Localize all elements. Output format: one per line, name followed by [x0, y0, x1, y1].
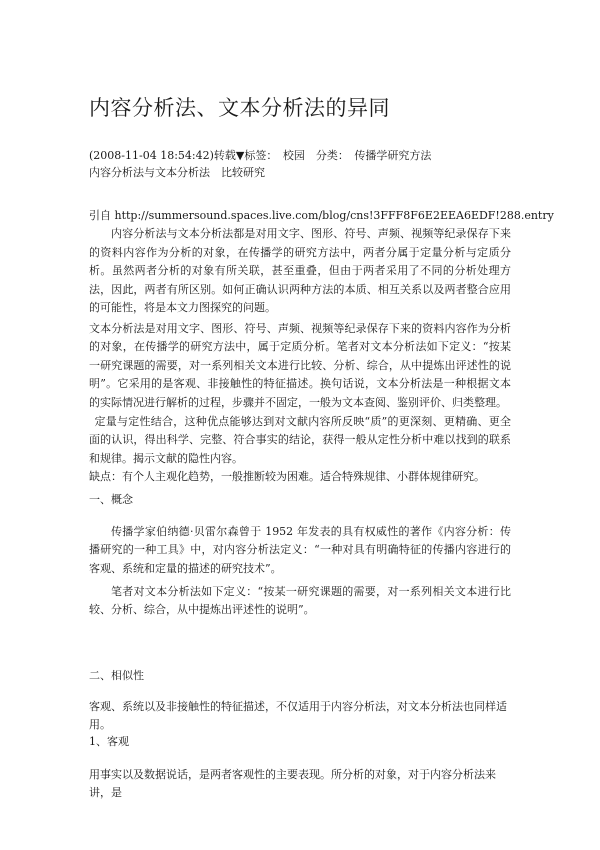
- text-analysis-paragraph: 文本分析法是对用文字、图形、符号、声频、视频等纪录保存下来的资料内容作为分析的对象，在传播学的研究方法中，属于定质分析。笔者对文本分析法如下定义：“按某一研究课题的需要，对一系列相关文本进行比较、分析、综合，从中提炼出评述性的说明”。它采用的是客观、非接触性的特征描述。换句话说，文本分析法是一种根据文本的实际情况进行解析的过程，步骤并不固定，一般为文本查阅、鉴别评价、归类整理。: [89, 322, 511, 409]
- meta-line: (2008-11-04 18:54:42)转载▼标签： 校园 分类： 传播学研究方法: [89, 149, 432, 162]
- section1-block-2: [89, 583, 511, 620]
- text-analysis-block: [89, 320, 511, 412]
- section2-paragraph: 客观、系统以及非接触性的特征描述，不仅适用于内容分析法，对文本分析法也同样适用。: [89, 700, 507, 732]
- meta-tags-line: 内容分析法与文本分析法 比较研究: [89, 166, 265, 179]
- post-meta: [89, 147, 431, 181]
- section1-paragraph-2: 笔者对文本分析法如下定义：“按某一研究课题的需要，对一系列相关文本进行比较、分析、综合，从中提炼出评述性的说明”。: [89, 585, 511, 617]
- section2-heading: 二、相似性: [89, 669, 144, 682]
- drawback-paragraph: 缺点：有个人主观化趋势，一般推断较为困难。适合特殊规律、小群体规律研究。: [89, 470, 485, 484]
- subsection1-paragraph: 用事实以及数据说话，是两者客观性的主要表现。所分析的对象，对于内容分析法来讲，是: [89, 768, 496, 800]
- combination-paragraph: 定量与定性结合，这种优点能够达到对文献内容所反映“质”的更深刻、更精确、更全面的认识，得出科学、完整、符合事实的结论，获得一般从定性分析中难以找到的联系和规律。揭示文献的隐性内容。: [89, 415, 511, 465]
- page-title: 内容分析法、文本分析法的异同: [89, 96, 390, 120]
- section1-heading: 一、概念: [89, 493, 133, 506]
- combination-block: [89, 413, 511, 487]
- subsection1-heading: 1、客观: [89, 735, 129, 748]
- intro-block: [89, 207, 554, 317]
- section1-block: [89, 523, 511, 578]
- section1-paragraph-1: 传播学家伯纳德·贝雷尔森曾于 1952 年发表的具有权威性的著作《内容分析：传播研究的一种工具》中，对内容分析法定义：“一种对具有明确特征的传播内容进行的客观、系统和定量的描述的研究技术”。: [89, 525, 511, 575]
- intro-paragraph: 内容分析法与文本分析法都是对用文字、图形、符号、声频、视频等纪录保存下来的资料内容作为分析的对象，在传播学的研究方法中，两者分属于定量分析与定质分析。虽然两者分析的对象有所关联，甚至重叠，但由于两者采用了不同的分析处理方法，因此，两者有所区别。如何正确认识两种方法的本质、相互关系以及两者整合应用的可能性，将是本文力图探究的问题。: [89, 227, 511, 315]
- citation-line: 引自 http://summersound.spaces.live.com/blog/cns!3FFF8F6E2EEA6EDF!288.entry: [89, 209, 554, 222]
